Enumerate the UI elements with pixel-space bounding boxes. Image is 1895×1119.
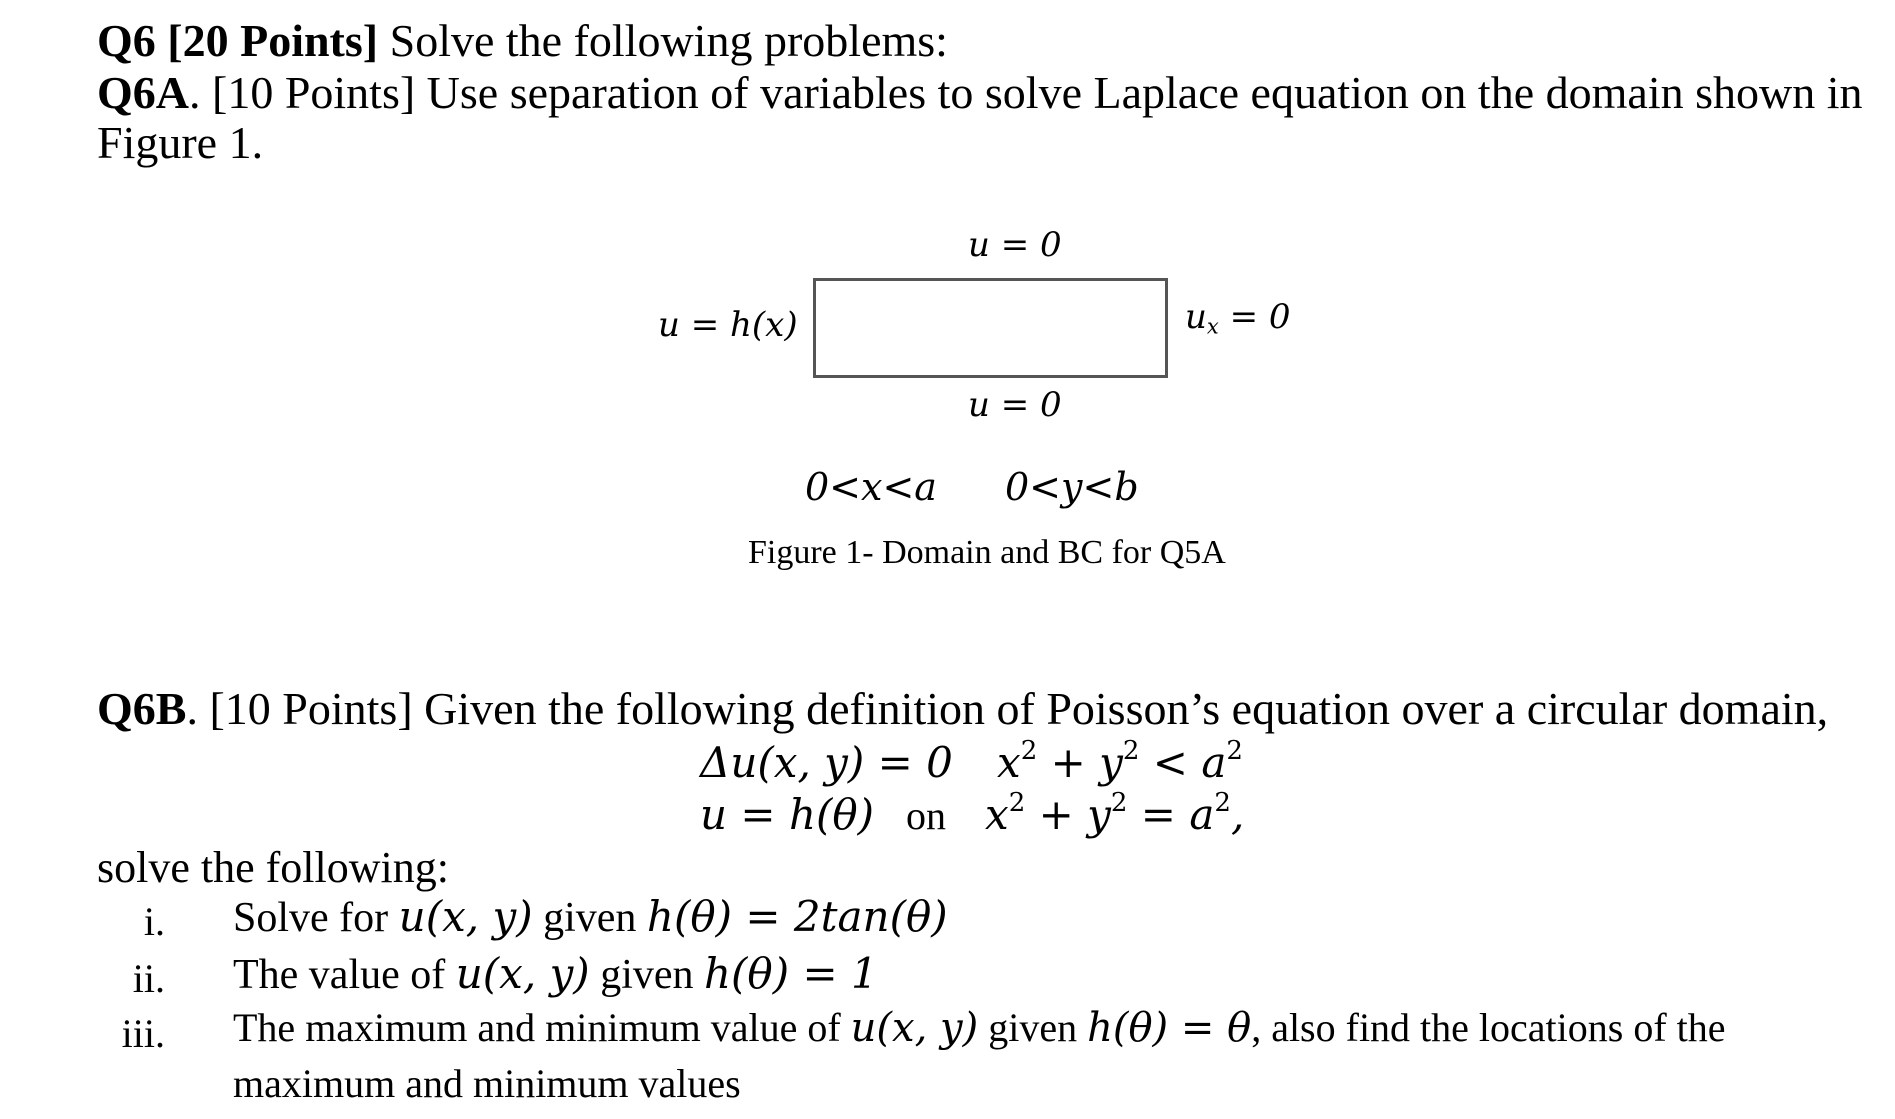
question-title-text: Solve the following problems: [378,15,948,66]
list-item-2-math1: u(x, y) [455,949,590,998]
list-item-3-pre: The maximum and minimum value of [233,1005,851,1050]
list-item-2 [233,949,878,998]
list-item-3-continuation: maximum and minimum values [233,1061,741,1106]
equation-laplacian: Δu(x, y) = 0 [700,738,953,787]
q6a-paragraph-line2: Figure 1. [97,117,264,168]
figure-right-bc-rest: = 0 [1218,297,1291,337]
eq1-sup-x: 2 [1020,735,1038,766]
eq2-sup-a: 2 [1214,787,1231,818]
list-item-1-math1: u(x, y) [398,892,533,941]
figure-top-bc: u = 0 [968,225,1062,265]
figure-range-y: 0<y<b [1005,465,1139,509]
equation-on-word: on [906,793,946,838]
equation-domain-condition [997,735,1243,787]
list-item-3-mid: given [978,1005,1088,1050]
eq1-y: + y [1037,738,1123,787]
question-title-bold: Q6 [20 Points] [97,15,379,66]
list-item-3-math2: h(θ) = θ [1087,1005,1252,1051]
eq2-sup-x: 2 [1008,787,1026,818]
list-item-1-number: i. [143,899,165,944]
solve-intro: solve the following: [97,843,449,892]
list-item-3-post: , also find the locations of the [1251,1005,1726,1050]
q6a-label: Q6A [97,67,189,118]
eq1-x: x [997,738,1021,787]
eq2-a: = a [1127,790,1215,839]
eq2-trail: , [1230,790,1245,839]
list-item-3-number: iii. [121,1011,165,1056]
question-title [97,15,948,66]
figure-right-bc-u: u [1185,297,1207,337]
eq2-x: x [985,790,1009,839]
eq2-sup-y: 2 [1110,787,1128,818]
q6a-paragraph-line1 [97,67,1863,118]
list-item-1-mid: given [532,895,647,941]
equation-boundary: u = h(θ) [700,790,875,839]
q6b-label: Q6B [97,683,187,734]
q6b-text: . [10 Points] Given the following definition of Poisson’s equation over a circular domain, [186,683,1829,734]
list-item-2-math2: h(θ) = 1 [704,949,878,998]
list-item-1-math2: h(θ) = 2tan(θ) [646,892,948,941]
eq1-a: < a [1139,738,1227,787]
eq1-sup-y: 2 [1122,735,1140,766]
figure-caption: Figure 1- Domain and BC for Q5A [748,534,1226,571]
q6b-paragraph [97,683,1829,734]
figure-right-bc-sub: x [1206,313,1219,339]
list-item-3-math1: u(x, y) [850,1005,979,1051]
figure-bottom-bc: u = 0 [968,385,1062,425]
figure-left-bc: u = h(x) [658,305,798,345]
figure-right-bc [1185,297,1291,339]
list-item-3 [233,1005,1726,1051]
eq2-y: + y [1025,790,1111,839]
list-item-2-mid: given [589,952,704,998]
domain-rectangle [813,278,1168,378]
list-item-2-pre: The value of [233,952,456,998]
q6a-text: . [10 Points] Use separation of variables to solve Laplace equation on the domain shown in [189,67,1863,118]
list-item-2-number: ii. [132,956,165,1001]
list-item-1 [233,892,948,941]
figure-range-x: 0<x<a [805,465,937,509]
list-item-1-pre: Solve for [233,895,399,941]
eq1-sup-a: 2 [1226,735,1243,766]
equation-boundary-condition [985,787,1245,839]
